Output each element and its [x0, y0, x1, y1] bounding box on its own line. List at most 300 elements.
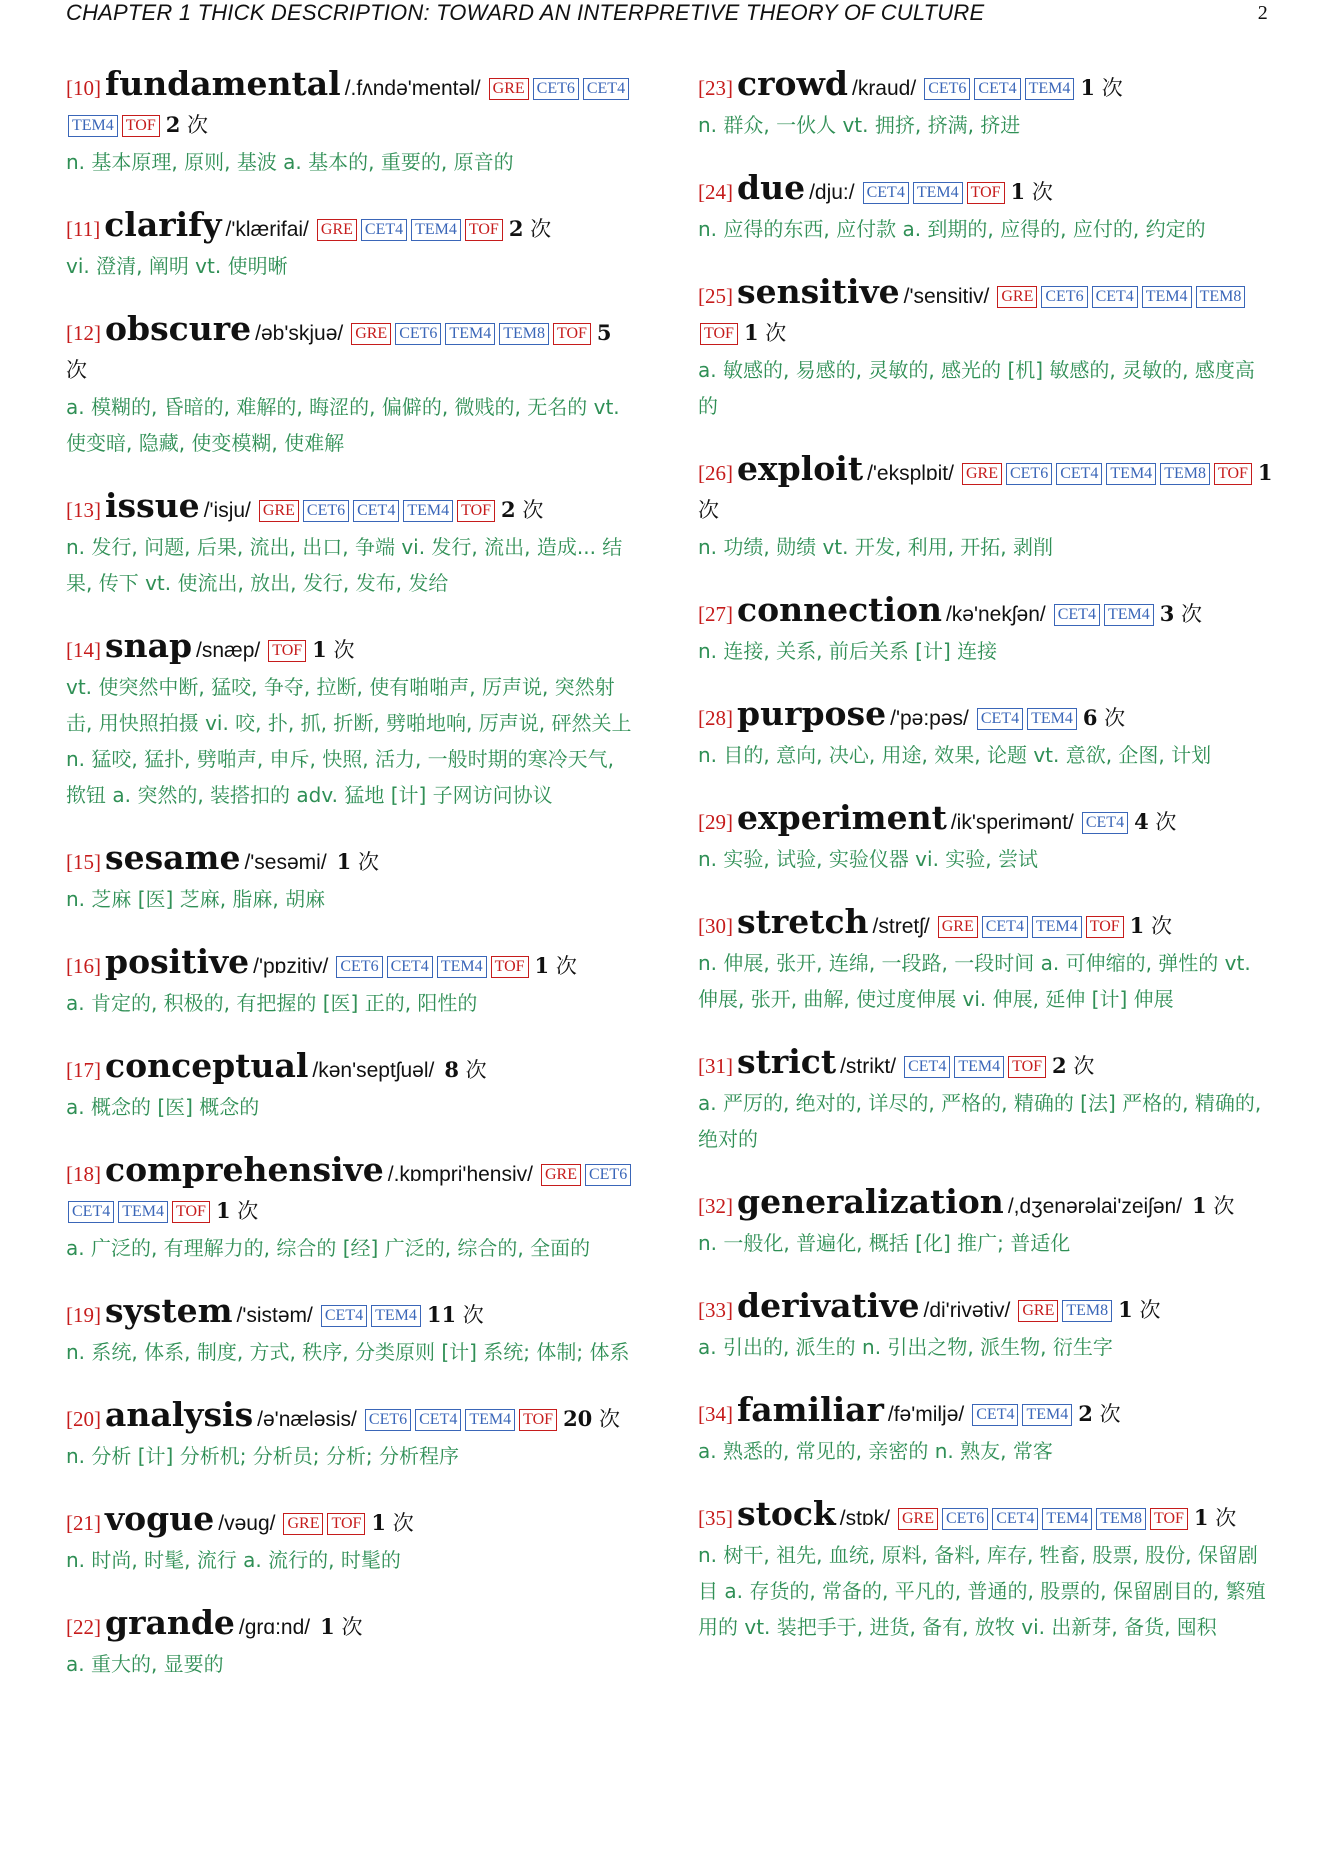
entry-number: [10] [66, 76, 101, 100]
pronunciation: /'pɒzitiv/ [253, 955, 329, 978]
entry-headline [66, 1605, 638, 1646]
exam-tag: CET4 [1092, 286, 1138, 308]
pronunciation: /stretʃ/ [872, 915, 930, 938]
entry-headline [698, 800, 1274, 841]
exam-tag: CET4 [1056, 463, 1102, 485]
definition: a. 敏感的, 易感的, 灵敏的, 感光的 [机] 敏感的, 灵敏的, 感度高的 [698, 358, 1255, 418]
pronunciation: /,dʒenərəlai'zeiʃən/ [1007, 1195, 1183, 1218]
entry-headline [698, 1184, 1274, 1225]
count-value: 1 [1192, 1193, 1207, 1218]
entry-number: [15] [66, 850, 101, 874]
vocab-entry [698, 451, 1274, 565]
exam-tag: CET4 [321, 1305, 367, 1327]
definition: a. 重大的, 显要的 [66, 1652, 224, 1676]
vocab-entry [66, 1397, 638, 1474]
exam-tag: CET6 [1006, 463, 1052, 485]
entry-headline [66, 1397, 638, 1438]
headword: stock [737, 1494, 836, 1533]
definition: n. 功绩, 勋绩 vt. 开发, 利用, 开拓, 剥削 [698, 535, 1053, 559]
pronunciation: /'sesəmi/ [244, 851, 327, 874]
count-suffix: 次 [1181, 602, 1203, 626]
count-suffix: 次 [187, 113, 209, 137]
exam-tag: TEM8 [1062, 1300, 1112, 1322]
entry-number: [30] [698, 914, 733, 938]
occurrence-count [427, 1303, 484, 1327]
entry-headline [66, 944, 638, 985]
exam-tag: CET4 [387, 956, 433, 978]
exam-tag: TEM4 [437, 956, 487, 978]
count-suffix: 次 [392, 1511, 414, 1535]
vocab-entry [698, 66, 1274, 143]
entry-number: [16] [66, 954, 101, 978]
exam-tag: TEM4 [445, 323, 495, 345]
exam-tag: CET4 [992, 1508, 1038, 1530]
count-suffix: 次 [698, 498, 719, 522]
count-value: 1 [743, 320, 759, 345]
pronunciation: /dju:/ [809, 181, 855, 204]
count-value: 2 [165, 112, 181, 137]
count-value: 1 [1257, 460, 1273, 485]
definition: n. 一般化, 普遍化, 概括 [化] 推广; 普适化 [698, 1231, 1071, 1255]
occurrence-count [320, 1615, 362, 1639]
entry-headline [66, 1152, 638, 1230]
definition: n. 时尚, 时髦, 流行 a. 流行的, 时髦的 [66, 1548, 401, 1572]
entry-headline [66, 207, 638, 248]
pronunciation: /di'rivətiv/ [923, 1299, 1011, 1322]
count-suffix: 次 [333, 638, 355, 662]
occurrence-count [166, 113, 208, 137]
entry-number: [18] [66, 1162, 101, 1186]
count-value: 5 [596, 320, 612, 345]
exam-tag: TEM4 [1032, 916, 1082, 938]
occurrence-count [744, 321, 786, 345]
entry-headline [66, 628, 638, 669]
exam-tag: TOF [491, 956, 529, 978]
occurrence-count [1078, 1402, 1120, 1426]
count-value: 1 [312, 637, 327, 662]
exam-tag: TOF [519, 1409, 557, 1431]
count-suffix: 次 [237, 1199, 259, 1223]
occurrence-count [1118, 1298, 1160, 1322]
definition: a. 模糊的, 昏暗的, 难解的, 晦涩的, 偏僻的, 微贱的, 无名的 vt. 使变暗, 隐藏, 使变模糊, 使难解 [66, 395, 620, 455]
pronunciation: /.fʌndə'mentəl/ [344, 77, 481, 100]
headword: analysis [105, 1395, 254, 1434]
exam-tag: TOF [553, 323, 591, 345]
exam-tag: CET4 [972, 1404, 1018, 1426]
exam-tag: TEM4 [118, 1201, 168, 1223]
entry-number: [25] [698, 284, 733, 308]
headword: sesame [105, 838, 241, 877]
headword: comprehensive [105, 1150, 384, 1189]
count-suffix: 次 [1031, 180, 1053, 204]
entry-headline [66, 840, 638, 881]
headword: positive [105, 942, 250, 981]
entry-headline [698, 66, 1274, 107]
exam-tag: CET4 [1082, 812, 1128, 834]
count-value: 1 [1129, 913, 1145, 938]
headword: vogue [105, 1499, 215, 1538]
occurrence-count [1083, 706, 1125, 730]
exam-tag: CET6 [1041, 286, 1087, 308]
entry-number: [13] [66, 498, 101, 522]
exam-tag: TOF [700, 323, 738, 345]
headword: snap [105, 626, 193, 665]
headword: system [105, 1291, 233, 1330]
exam-tag: TEM4 [913, 182, 963, 204]
entry-headline [66, 1501, 638, 1542]
exam-tag: TEM4 [1106, 463, 1156, 485]
exam-tag: CET6 [365, 1409, 411, 1431]
entry-headline [698, 451, 1274, 529]
count-suffix: 次 [465, 1058, 487, 1082]
entry-headline [698, 1496, 1274, 1537]
occurrence-count [312, 638, 354, 662]
exam-tag: GRE [938, 916, 978, 938]
exam-tag: TOF [1214, 463, 1252, 485]
chapter-title: CHAPTER 1 THICK DESCRIPTION: TOWARD AN INTERPRETIVE THEORY OF CULTURE [66, 0, 985, 25]
definition: a. 广泛的, 有理解力的, 综合的 [经] 广泛的, 综合的, 全面的 [66, 1236, 591, 1260]
occurrence-count [1052, 1054, 1094, 1078]
count-value: 1 [320, 1614, 335, 1639]
entry-number: [34] [698, 1402, 733, 1426]
count-suffix: 次 [66, 358, 87, 382]
count-value: 1 [1080, 75, 1096, 100]
vocab-entry [66, 488, 638, 601]
entry-headline [698, 696, 1274, 737]
vocab-entry [66, 840, 638, 917]
entry-headline [66, 488, 638, 529]
exam-tag: CET6 [585, 1164, 631, 1186]
exam-tag: TEM4 [403, 500, 453, 522]
vocab-entry [66, 1152, 638, 1266]
headword: experiment [737, 798, 947, 837]
exam-tag: TEM4 [68, 115, 118, 137]
count-value: 11 [426, 1302, 457, 1327]
headword: purpose [737, 694, 887, 733]
count-value: 2 [501, 497, 516, 522]
exam-tag: CET6 [924, 78, 970, 100]
headword: crowd [737, 64, 848, 103]
headword: strict [737, 1042, 837, 1081]
count-suffix: 次 [1139, 1298, 1161, 1322]
pronunciation: /'isju/ [203, 499, 251, 522]
vocab-entry [698, 1184, 1274, 1261]
count-suffix: 次 [1213, 1194, 1235, 1218]
count-suffix: 次 [530, 217, 552, 241]
entry-headline [66, 311, 638, 389]
headword: stretch [737, 902, 869, 941]
page-number: 2 [1257, 2, 1268, 24]
exam-tag: TEM8 [499, 323, 549, 345]
page-header [66, 0, 1268, 30]
count-value: 1 [336, 849, 352, 874]
exam-tag: GRE [351, 323, 391, 345]
exam-tag: GRE [283, 1513, 323, 1535]
count-value: 1 [371, 1510, 387, 1535]
pronunciation: /ə'næləsis/ [257, 1408, 357, 1431]
vocab-entry [698, 592, 1274, 669]
pronunciation: /kraud/ [851, 77, 917, 100]
occurrence-count [501, 498, 543, 522]
definition: n. 树干, 祖先, 血统, 原料, 备料, 库存, 牲畜, 股票, 股份, 保留剧目 a. 存货的, 常备的, 平凡的, 普通的, 股票的, 保留剧目的, 繁殖用的 vt. 装把手于, 进货, 备有, 放牧 vi. 出新芽, 备货, 囤积 [698, 1543, 1266, 1639]
exam-tag: TOF [268, 640, 306, 662]
vocab-entry [66, 207, 638, 284]
pronunciation: /snæp/ [196, 639, 261, 662]
exam-tag: TEM4 [371, 1305, 421, 1327]
headword: issue [105, 486, 200, 525]
exam-tag: CET4 [977, 708, 1023, 730]
right-column [698, 66, 1274, 1672]
entry-headline [698, 1044, 1274, 1085]
vocab-entry [698, 1044, 1274, 1157]
entry-number: [35] [698, 1506, 733, 1530]
count-suffix: 次 [522, 498, 544, 522]
definition: n. 基本原理, 原则, 基波 a. 基本的, 重要的, 原音的 [66, 150, 514, 174]
count-suffix: 次 [598, 1407, 620, 1431]
occurrence-count [1160, 602, 1202, 626]
definition: vi. 澄清, 阐明 vt. 使明晰 [66, 254, 288, 278]
headword: due [737, 168, 806, 207]
definition: a. 肯定的, 积极的, 有把握的 [医] 正的, 阳性的 [66, 991, 478, 1015]
pronunciation: /'klærifai/ [225, 218, 309, 241]
vocab-entry [66, 628, 638, 813]
vocab-entry [698, 1288, 1274, 1365]
exam-tag: TOF [457, 500, 495, 522]
exam-tag: GRE [541, 1164, 581, 1186]
entry-number: [31] [698, 1054, 733, 1078]
pronunciation: /grɑ:nd/ [238, 1616, 311, 1639]
vocab-entry [698, 904, 1274, 1017]
count-suffix: 次 [1073, 1054, 1095, 1078]
entry-headline [698, 592, 1274, 633]
vocab-entry [66, 1048, 638, 1125]
definition: a. 严厉的, 绝对的, 详尽的, 严格的, 精确的 [法] 严格的, 精确的, 绝对的 [698, 1091, 1262, 1151]
vocab-entry [66, 311, 638, 461]
vocab-entry [66, 1293, 638, 1370]
pronunciation: /ik'sperimənt/ [950, 811, 1074, 834]
pronunciation: /'eksplɒit/ [867, 462, 954, 485]
pronunciation: /stɒk/ [839, 1507, 890, 1530]
count-value: 1 [1010, 179, 1026, 204]
definition: n. 系统, 体系, 制度, 方式, 秩序, 分类原则 [计] 系统; 体制; 体系 [66, 1340, 630, 1364]
exam-tag: GRE [489, 78, 529, 100]
occurrence-count [1130, 914, 1172, 938]
count-value: 2 [508, 216, 524, 241]
exam-tag: CET4 [68, 1201, 114, 1223]
entry-headline [66, 66, 638, 144]
vocab-entry [698, 1496, 1274, 1645]
vocab-entry [698, 1392, 1274, 1469]
exam-tag: CET6 [395, 323, 441, 345]
vocab-entry [698, 800, 1274, 877]
exam-tag: TEM4 [1022, 1404, 1072, 1426]
exam-tag: TOF [122, 115, 160, 137]
exam-tag: CET6 [942, 1508, 988, 1530]
entry-number: [11] [66, 217, 101, 241]
headword: derivative [737, 1286, 920, 1325]
definition: n. 发行, 问题, 后果, 流出, 出口, 争端 vi. 发行, 流出, 造成... 结果, 传下 vt. 使流出, 放出, 发行, 发布, 发给 [66, 535, 623, 595]
definition: n. 伸展, 张开, 连绵, 一段路, 一段时间 a. 可伸缩的, 弹性的 vt. 伸展, 张开, 曲解, 使过度伸展 vi. 伸展, 延伸 [计] 伸展 [698, 951, 1251, 1011]
exam-tag: TEM4 [1142, 286, 1192, 308]
headword: grande [105, 1603, 235, 1642]
pronunciation: /vəug/ [218, 1512, 276, 1535]
definition: a. 引出的, 派生的 n. 引出之物, 派生物, 衍生字 [698, 1335, 1113, 1359]
exam-tag: TEM8 [1096, 1508, 1146, 1530]
entry-number: [24] [698, 180, 733, 204]
pronunciation: /əb'skjuə/ [255, 322, 344, 345]
entry-number: [23] [698, 76, 733, 100]
entry-number: [22] [66, 1615, 101, 1639]
headword: sensitive [737, 272, 900, 311]
vocab-entry [66, 1605, 638, 1682]
count-value: 1 [534, 953, 550, 978]
exam-tag: GRE [962, 463, 1002, 485]
count-suffix: 次 [341, 1615, 363, 1639]
entry-number: [29] [698, 810, 733, 834]
pronunciation: /strikt/ [840, 1055, 897, 1078]
entry-number: [19] [66, 1303, 101, 1327]
entry-number: [32] [698, 1194, 733, 1218]
occurrence-count [1011, 180, 1053, 204]
count-suffix: 次 [1099, 1402, 1121, 1426]
exam-tag: TOF [1150, 1508, 1188, 1530]
left-column [66, 66, 638, 1709]
pronunciation: /'sensitiv/ [903, 285, 990, 308]
exam-tag: TEM8 [1160, 463, 1210, 485]
entry-headline [66, 1293, 638, 1334]
definition: n. 应得的东西, 应付款 a. 到期的, 应得的, 应付的, 约定的 [698, 217, 1206, 241]
occurrence-count [216, 1199, 258, 1223]
pronunciation: /.kɒmpri'hensiv/ [387, 1163, 533, 1186]
exam-tag: GRE [259, 500, 299, 522]
headword: generalization [737, 1182, 1004, 1221]
count-suffix: 次 [1215, 1506, 1237, 1530]
occurrence-count [1194, 1506, 1236, 1530]
exam-tag: TOF [967, 182, 1005, 204]
exam-tag: TOF [465, 219, 503, 241]
exam-tag: CET6 [533, 78, 579, 100]
count-value: 1 [1193, 1505, 1209, 1530]
exam-tag: CET4 [361, 219, 407, 241]
count-value: 4 [1134, 809, 1149, 834]
count-suffix: 次 [1155, 810, 1177, 834]
entry-number: [26] [698, 461, 733, 485]
headword: connection [737, 590, 942, 629]
exam-tag: TEM4 [1025, 78, 1075, 100]
count-value: 6 [1082, 705, 1098, 730]
vocab-entry [66, 66, 638, 180]
definition: n. 群众, 一伙人 vt. 拥挤, 挤满, 挤进 [698, 113, 1021, 137]
entry-headline [698, 170, 1274, 211]
count-value: 8 [444, 1057, 459, 1082]
entry-headline [698, 904, 1274, 945]
entry-number: [33] [698, 1298, 733, 1322]
definition: n. 连接, 关系, 前后关系 [计] 连接 [698, 639, 998, 663]
occurrence-count [509, 217, 551, 241]
headword: fundamental [105, 64, 341, 103]
entry-number: [14] [66, 638, 101, 662]
count-suffix: 次 [1101, 76, 1123, 100]
exam-tag: TEM8 [1196, 286, 1246, 308]
entry-number: [17] [66, 1058, 101, 1082]
exam-tag: GRE [997, 286, 1037, 308]
count-suffix: 次 [555, 954, 577, 978]
count-value: 20 [563, 1406, 593, 1431]
exam-tag: TOF [1008, 1056, 1046, 1078]
vocab-entry [66, 1501, 638, 1578]
exam-tag: TOF [1086, 916, 1124, 938]
pronunciation: /kə'nekʃən/ [945, 603, 1046, 626]
exam-tag: CET6 [336, 956, 382, 978]
exam-tag: CET4 [415, 1409, 461, 1431]
occurrence-count [337, 850, 379, 874]
exam-tag: TEM4 [465, 1409, 515, 1431]
exam-tag: TEM4 [1042, 1508, 1092, 1530]
definition: a. 概念的 [医] 概念的 [66, 1095, 260, 1119]
entry-number: [20] [66, 1407, 101, 1431]
count-value: 1 [215, 1198, 231, 1223]
exam-tag: TEM4 [954, 1056, 1004, 1078]
occurrence-count [371, 1511, 413, 1535]
definition: a. 熟悉的, 常见的, 亲密的 n. 熟友, 常客 [698, 1439, 1053, 1463]
entry-headline [66, 1048, 638, 1089]
exam-tag: CET4 [982, 916, 1028, 938]
occurrence-count [1080, 76, 1122, 100]
exam-tag: CET4 [904, 1056, 950, 1078]
vocab-entry [698, 170, 1274, 247]
headword: obscure [105, 309, 252, 348]
definition: n. 分析 [计] 分析机; 分析员; 分析; 分析程序 [66, 1444, 459, 1468]
exam-tag: GRE [1018, 1300, 1058, 1322]
count-suffix: 次 [357, 850, 379, 874]
pronunciation: /'pə:pəs/ [890, 707, 969, 730]
definition: n. 实验, 试验, 实验仪器 vi. 实验, 尝试 [698, 847, 1038, 871]
occurrence-count [535, 954, 577, 978]
entry-headline [698, 274, 1274, 352]
count-suffix: 次 [1104, 706, 1126, 730]
pronunciation: /fə'miljə/ [887, 1403, 965, 1426]
count-value: 2 [1078, 1401, 1093, 1426]
definition: n. 芝麻 [医] 芝麻, 脂麻, 胡麻 [66, 887, 326, 911]
occurrence-count [1192, 1194, 1234, 1218]
count-value: 2 [1052, 1053, 1067, 1078]
occurrence-count [563, 1407, 620, 1431]
entry-headline [698, 1392, 1274, 1433]
vocab-entry [66, 944, 638, 1021]
entry-number: [12] [66, 321, 101, 345]
exam-tag: TEM4 [411, 219, 461, 241]
entry-number: [27] [698, 602, 733, 626]
pronunciation: /'sistəm/ [236, 1304, 313, 1327]
vocab-entry [698, 696, 1274, 773]
exam-tag: CET4 [353, 500, 399, 522]
exam-tag: CET4 [583, 78, 629, 100]
occurrence-count [1134, 810, 1176, 834]
pronunciation: /kən'septʃuəl/ [312, 1059, 435, 1082]
exam-tag: TOF [172, 1201, 210, 1223]
definition: vt. 使突然中断, 猛咬, 争夺, 拉断, 使有啪啪声, 厉声说, 突然射击, 用快照拍摄 vi. 咬, 扑, 抓, 折断, 劈啪地响, 厉声说, 砰然关上 n. 猛咬, 猛扑, 劈啪声, 申斥, 快照, 活力, 一般时期的寒冷天气, 揿钮 a. 突然的, 装搭扣的 adv. 猛地 [计] 子网访问协议 [66, 675, 632, 807]
exam-tag: TOF [327, 1513, 365, 1535]
count-suffix: 次 [765, 321, 787, 345]
entry-number: [21] [66, 1511, 101, 1535]
definition: n. 目的, 意向, 决心, 用途, 效果, 论题 vt. 意欲, 企图, 计划 [698, 743, 1212, 767]
exam-tag: GRE [317, 219, 357, 241]
exam-tag: TEM4 [1104, 604, 1154, 626]
headword: familiar [737, 1390, 884, 1429]
entry-headline [698, 1288, 1274, 1329]
headword: conceptual [105, 1046, 309, 1085]
exam-tag: CET6 [303, 500, 349, 522]
